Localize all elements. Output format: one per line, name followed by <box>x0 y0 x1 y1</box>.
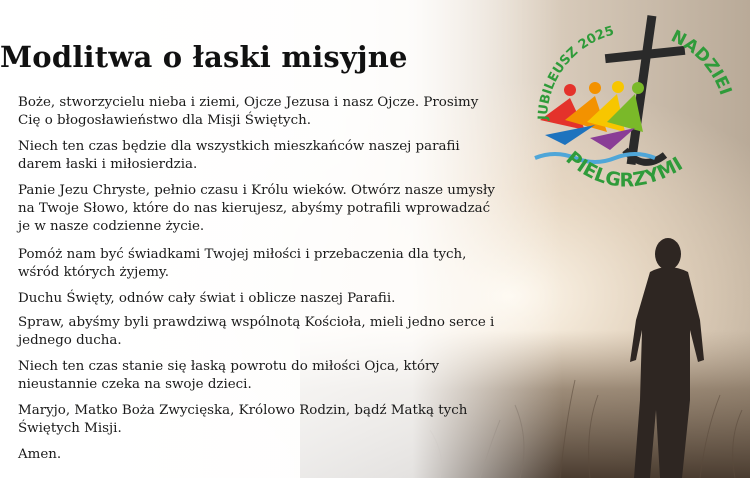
logo-arc-right: NADZIEI <box>667 26 736 98</box>
paragraph-4: Pomóż nam być świadkami Twojej miłości i przebaczenia dla tych, wśród których żyjemy. <box>18 247 467 280</box>
paragraph-9: Amen. <box>18 447 62 462</box>
page-title: Modlitwa o łaski misyjne <box>0 40 408 74</box>
paragraph-3: Panie Jezu Chryste, pełnio czasu i Królu wieków. Otwórz nasze umysły na Twoje Słowo, które do nas kierujesz, abyśmy potrafili wprowadzać je w nasze codzienne życie. <box>18 183 495 234</box>
logo-arc-bottom: PIELGRZYMI <box>561 147 687 192</box>
paragraph-6: Spraw, abyśmy byli prawdziwą wspólnotą Kościoła, mieli jedno serce i jednego ducha. <box>18 315 495 348</box>
paragraph-8: Maryjo, Matko Boża Zwycięska, Królowo Rodzin, bądź Matką tych Świętych Misji. <box>18 403 468 436</box>
logo-arc-top: JUBILEUSZ 2025 <box>535 23 616 121</box>
paragraph-7: Niech ten czas stanie się łaską powrotu do miłości Ojca, który nieustannie czeka na swoje dzieci. <box>18 359 440 392</box>
jubilee-logo <box>525 10 745 225</box>
paragraph-1: Boże, stworzycielu nieba i ziemi, Ojcze Jezusa i nasz Ojcze. Prosimy Cię o błogosławieństwo dla Misji Świętych. <box>18 95 479 128</box>
paragraph-2: Niech ten czas będzie dla wszystkich mieszkańców naszej parafii darem łaski i miłosierdzia. <box>18 139 460 172</box>
paragraph-5: Duchu Święty, odnów cały świat i oblicze naszej Parafii. <box>18 291 396 306</box>
